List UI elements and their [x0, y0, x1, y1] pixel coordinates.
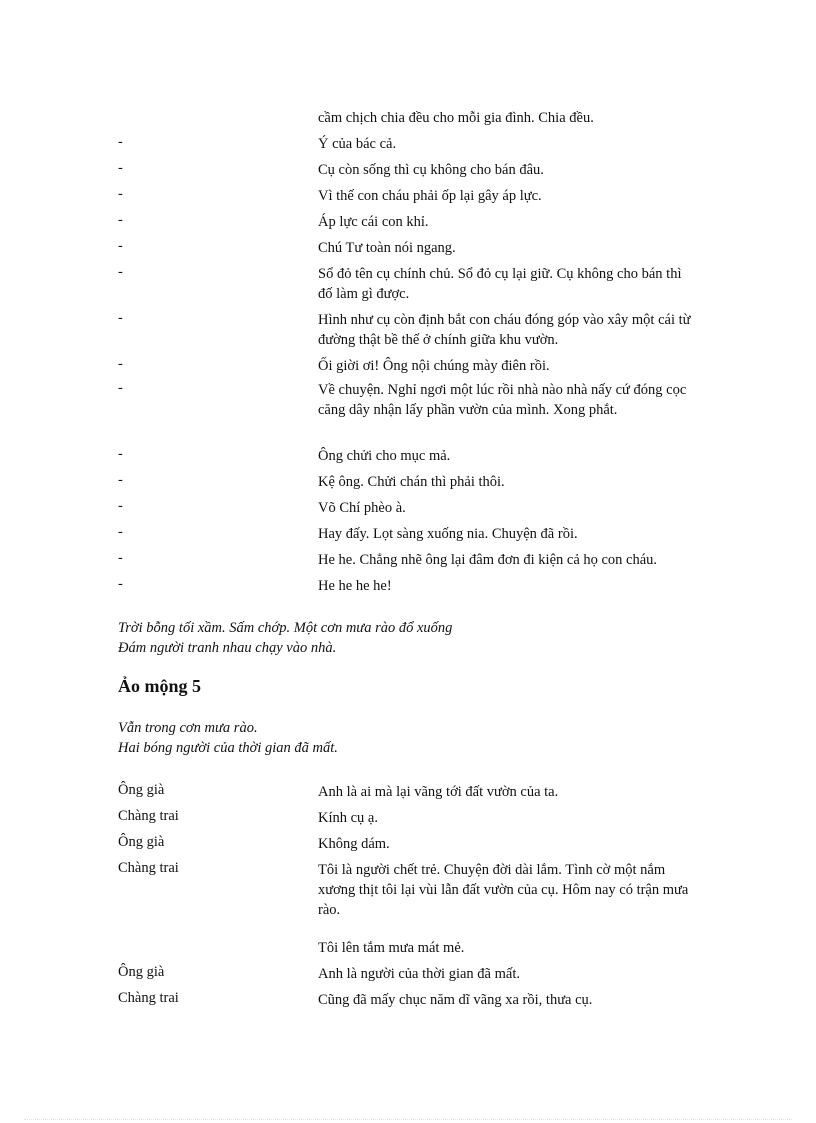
stage-direction: Hai bóng người của thời gian đã mất. [118, 740, 338, 756]
line-text: Sổ đỏ tên cụ chính chủ. Sổ đỏ cụ lại giữ. Cụ không cho bán thì đố làm gì được. [318, 266, 682, 302]
line-text: Chú Tư toàn nói ngang. [318, 240, 456, 256]
speaker: - [118, 498, 123, 514]
speaker: Chàng trai [118, 860, 179, 876]
line-text: cầm chịch chia đều cho mỗi gia đình. Chia đều. [318, 110, 594, 126]
page-bottom-rule [24, 1119, 792, 1120]
speaker: - [118, 160, 123, 176]
stage-direction: Trời bỗng tối xầm. Sấm chớp. Một cơn mưa rào đổ xuống [118, 620, 453, 636]
line-text: Hay đấy. Lọt sàng xuống nia. Chuyện đã rồi. [318, 526, 578, 542]
line-text: Kệ ông. Chửi chán thì phải thôi. [318, 474, 505, 490]
line-text: Tôi lên tắm mưa mát mẻ. [318, 940, 465, 956]
line-text: Ối giời ơi! Ông nội chúng mày điên rồi. [318, 358, 550, 374]
speaker: - [118, 238, 123, 254]
speaker: - [118, 310, 123, 326]
line-text: Cụ còn sống thì cụ không cho bán đâu. [318, 162, 544, 178]
line-text: Vì thế con cháu phải ốp lại gây áp lực. [318, 188, 542, 204]
stage-direction: Đám người tranh nhau chạy vào nhà. [118, 640, 337, 656]
speaker: - [118, 380, 123, 396]
line-text: Không dám. [318, 836, 390, 852]
speaker: - [118, 446, 123, 462]
speaker: - [118, 264, 123, 280]
line-text: Hình như cụ còn định bắt con cháu đóng góp vào xây một cái từ đường thật bề thế ở chính giữa khu vườn. [318, 312, 691, 348]
section-heading: Ảo mộng 5 [118, 676, 202, 696]
line-text: Anh là người của thời gian đã mất. [318, 966, 520, 982]
line-text: Võ Chí phèo à. [318, 500, 406, 516]
line-text: Về chuyện. Nghỉ ngơi một lúc rồi nhà nào nhà nấy cứ đóng cọc căng dây nhận lấy phần vườn của mình. Xong phắt. [318, 382, 687, 418]
speaker: - [118, 472, 123, 488]
speaker: - [118, 524, 123, 540]
line-text: Ý của bác cả. [318, 136, 397, 152]
speaker: - [118, 134, 123, 150]
speaker: Ông già [118, 964, 165, 980]
speaker: Ông già [118, 782, 165, 798]
line-text: Áp lực cái con khỉ. [318, 214, 429, 230]
speaker: - [118, 186, 123, 202]
line-text: He he. Chẳng nhẽ ông lại đâm đơn đi kiện cả họ con cháu. [318, 552, 658, 568]
stage-direction: Vẫn trong cơn mưa rào. [118, 720, 258, 736]
speaker: Chàng trai [118, 808, 179, 824]
line-text: Kính cụ ạ. [318, 810, 378, 826]
speaker: - [118, 212, 123, 228]
line-text: He he he he! [318, 578, 392, 594]
speaker: - [118, 576, 123, 592]
speaker: Chàng trai [118, 990, 179, 1006]
speaker: - [118, 356, 123, 372]
speaker: Ông già [118, 834, 165, 850]
line-text: Ông chửi cho mục mả. [318, 448, 451, 464]
line-text: Tôi là người chết trẻ. Chuyện đời dài lắm. Tình cờ một nắm xương thịt tôi lại vùi lẫn đất vườn của cụ. Hôm nay có trận mưa rào. [318, 862, 689, 918]
speaker: - [118, 550, 123, 566]
line-text: Anh là ai mà lại vãng tới đất vườn của ta. [318, 784, 559, 800]
line-text: Cũng đã mấy chục năm dĩ vãng xa rồi, thưa cụ. [318, 992, 593, 1008]
